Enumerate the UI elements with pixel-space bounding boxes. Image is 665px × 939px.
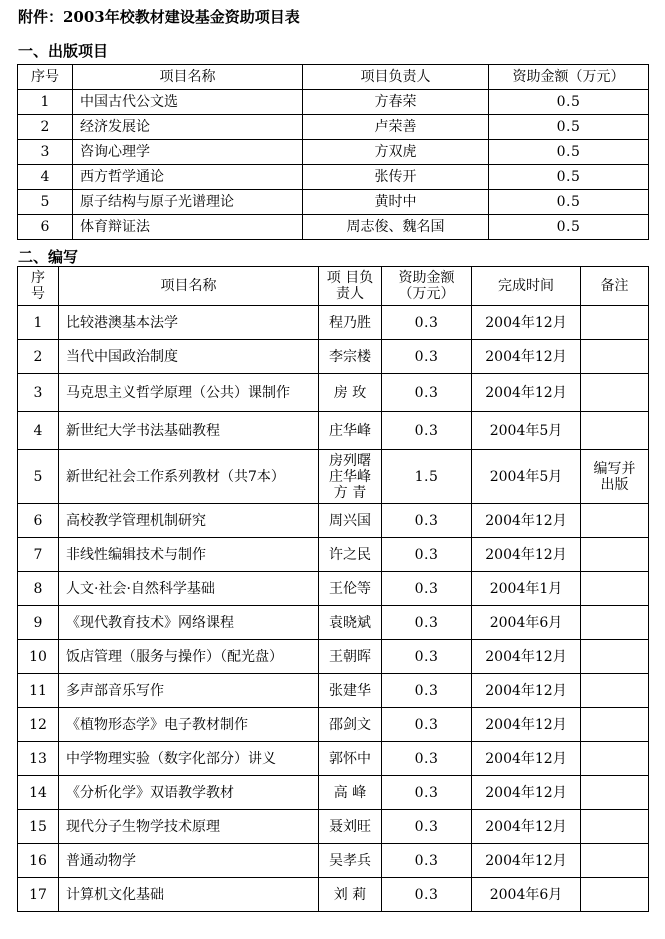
row-no: 16 xyxy=(18,844,59,878)
row-no: 2 xyxy=(18,340,59,374)
row-amount: 0.3 xyxy=(382,538,472,572)
header-lead: 项 目负责人 xyxy=(319,267,382,306)
row-amount: 0.3 xyxy=(382,708,472,742)
row-no: 6 xyxy=(18,504,59,538)
row-date: 2004年12月 xyxy=(472,538,581,572)
row-lead: 庄华峰 xyxy=(319,412,382,450)
row-name: 计算机文化基础 xyxy=(59,878,319,912)
table-header-row xyxy=(18,65,649,90)
row-note xyxy=(581,810,649,844)
row-amount: 0.3 xyxy=(382,306,472,340)
row-name: 原子结构与原子光谱理论 xyxy=(73,190,303,215)
header-name: 项目名称 xyxy=(59,267,319,306)
table-row xyxy=(18,215,649,240)
row-lead: 邵剑文 xyxy=(319,708,382,742)
table-row xyxy=(18,844,649,878)
row-no: 5 xyxy=(18,450,59,504)
table-row xyxy=(18,374,649,412)
table-row xyxy=(18,878,649,912)
row-date: 2004年6月 xyxy=(472,606,581,640)
row-date: 2004年6月 xyxy=(472,878,581,912)
row-lead: 王朝晖 xyxy=(319,640,382,674)
row-date: 2004年12月 xyxy=(472,674,581,708)
row-amount: 0.5 xyxy=(489,140,649,165)
row-note xyxy=(581,374,649,412)
section-heading-compile: 二、编写 xyxy=(18,248,79,266)
header-name: 项目名称 xyxy=(73,65,303,90)
table-row xyxy=(18,708,649,742)
row-note xyxy=(581,606,649,640)
row-lead: 黄时中 xyxy=(303,190,489,215)
row-no: 15 xyxy=(18,810,59,844)
header-no: 序号 xyxy=(18,267,59,306)
row-date: 2004年5月 xyxy=(472,412,581,450)
row-name: 中国古代公文选 xyxy=(73,90,303,115)
row-no: 9 xyxy=(18,606,59,640)
row-note xyxy=(581,878,649,912)
row-lead: 张传开 xyxy=(303,165,489,190)
row-no: 14 xyxy=(18,776,59,810)
row-amount: 0.3 xyxy=(382,374,472,412)
row-name: 当代中国政治制度 xyxy=(59,340,319,374)
row-date: 2004年12月 xyxy=(472,708,581,742)
row-amount: 0.5 xyxy=(489,190,649,215)
row-note xyxy=(581,340,649,374)
row-lead: 袁晓斌 xyxy=(319,606,382,640)
row-lead: 程乃胜 xyxy=(319,306,382,340)
row-amount: 0.3 xyxy=(382,504,472,538)
row-date: 2004年12月 xyxy=(472,776,581,810)
header-note: 备注 xyxy=(581,267,649,306)
row-name: 饭店管理（服务与操作）（配光盘） xyxy=(59,640,319,674)
row-note xyxy=(581,844,649,878)
row-date: 2004年12月 xyxy=(472,844,581,878)
table-row xyxy=(18,450,649,504)
row-note xyxy=(581,504,649,538)
row-no: 4 xyxy=(18,412,59,450)
row-date: 2004年12月 xyxy=(472,340,581,374)
section-heading-publication: 一、出版项目 xyxy=(18,42,109,60)
row-amount: 0.3 xyxy=(382,742,472,776)
table-row xyxy=(18,810,649,844)
row-name: 西方哲学通论 xyxy=(73,165,303,190)
table-row xyxy=(18,165,649,190)
row-lead: 张建华 xyxy=(319,674,382,708)
row-note xyxy=(581,708,649,742)
row-name: 多声部音乐写作 xyxy=(59,674,319,708)
row-lead: 方春荣 xyxy=(303,90,489,115)
row-date: 2004年12月 xyxy=(472,306,581,340)
row-name: 普通动物学 xyxy=(59,844,319,878)
row-lead: 许之民 xyxy=(319,538,382,572)
row-note xyxy=(581,412,649,450)
row-no: 1 xyxy=(18,306,59,340)
row-note: 编写并出版 xyxy=(581,450,649,504)
row-name: 人文·社会·自然科学基础 xyxy=(59,572,319,606)
row-lead: 刘 莉 xyxy=(319,878,382,912)
row-lead: 周兴国 xyxy=(319,504,382,538)
row-no: 7 xyxy=(18,538,59,572)
table-row xyxy=(18,190,649,215)
table-row xyxy=(18,340,649,374)
row-lead: 卢荣善 xyxy=(303,115,489,140)
row-name: 《分析化学》双语教学教材 xyxy=(59,776,319,810)
row-note xyxy=(581,306,649,340)
table-row xyxy=(18,776,649,810)
header-date: 完成时间 xyxy=(472,267,581,306)
row-amount: 0.3 xyxy=(382,878,472,912)
row-name: 非线性编辑技术与制作 xyxy=(59,538,319,572)
row-note xyxy=(581,640,649,674)
row-name: 中学物理实验（数字化部分）讲义 xyxy=(59,742,319,776)
table-row xyxy=(18,412,649,450)
table-row xyxy=(18,140,649,165)
row-no: 10 xyxy=(18,640,59,674)
table-row xyxy=(18,572,649,606)
row-note xyxy=(581,572,649,606)
row-name: 经济发展论 xyxy=(73,115,303,140)
table-row xyxy=(18,115,649,140)
table-row xyxy=(18,742,649,776)
table-header-row xyxy=(18,267,649,306)
row-lead: 高 峰 xyxy=(319,776,382,810)
row-no: 17 xyxy=(18,878,59,912)
row-amount: 0.5 xyxy=(489,165,649,190)
row-date: 2004年12月 xyxy=(472,374,581,412)
row-no: 3 xyxy=(18,374,59,412)
row-lead: 吴孝兵 xyxy=(319,844,382,878)
document-title: 附件：2003年校教材建设基金资助项目表 xyxy=(18,8,300,26)
row-name: 体育辩证法 xyxy=(73,215,303,240)
row-amount: 0.5 xyxy=(489,90,649,115)
row-no: 13 xyxy=(18,742,59,776)
row-note xyxy=(581,538,649,572)
row-date: 2004年12月 xyxy=(472,810,581,844)
row-lead: 方双虎 xyxy=(303,140,489,165)
row-amount: 0.5 xyxy=(489,115,649,140)
publication-table xyxy=(17,64,649,240)
row-no: 12 xyxy=(18,708,59,742)
row-name: 新世纪大学书法基础教程 xyxy=(59,412,319,450)
row-amount: 0.3 xyxy=(382,572,472,606)
row-amount: 0.3 xyxy=(382,340,472,374)
row-no: 2 xyxy=(18,115,73,140)
header-amount: 资助金额（万元） xyxy=(382,267,472,306)
row-no: 5 xyxy=(18,190,73,215)
row-amount: 0.3 xyxy=(382,412,472,450)
row-name: 高校教学管理机制研究 xyxy=(59,504,319,538)
header-no: 序号 xyxy=(18,65,73,90)
table-row xyxy=(18,504,649,538)
header-lead: 项目负责人 xyxy=(303,65,489,90)
row-lead: 房列曙 庄华峰 方 青 xyxy=(319,450,382,504)
row-lead: 王伦等 xyxy=(319,572,382,606)
row-note xyxy=(581,742,649,776)
row-lead: 聂刘旺 xyxy=(319,810,382,844)
row-name: 新世纪社会工作系列教材（共7本） xyxy=(59,450,319,504)
row-no: 6 xyxy=(18,215,73,240)
row-name: 马克思主义哲学原理（公共）课制作 xyxy=(59,374,319,412)
row-no: 1 xyxy=(18,90,73,115)
table-row xyxy=(18,306,649,340)
row-amount: 0.3 xyxy=(382,640,472,674)
row-no: 8 xyxy=(18,572,59,606)
row-amount: 0.3 xyxy=(382,776,472,810)
row-amount: 0.3 xyxy=(382,844,472,878)
row-lead: 李宗楼 xyxy=(319,340,382,374)
table-row xyxy=(18,640,649,674)
table-row xyxy=(18,538,649,572)
row-name: 《植物形态学》电子教材制作 xyxy=(59,708,319,742)
row-no: 11 xyxy=(18,674,59,708)
row-amount: 0.3 xyxy=(382,674,472,708)
row-lead: 周志俊、魏名国 xyxy=(303,215,489,240)
row-name: 《现代教育技术》网络课程 xyxy=(59,606,319,640)
row-amount: 0.5 xyxy=(489,215,649,240)
header-amount: 资助金额（万元） xyxy=(489,65,649,90)
row-note xyxy=(581,776,649,810)
table-row xyxy=(18,90,649,115)
row-date: 2004年5月 xyxy=(472,450,581,504)
row-amount: 0.3 xyxy=(382,810,472,844)
row-date: 2004年12月 xyxy=(472,742,581,776)
table-row xyxy=(18,674,649,708)
row-name: 现代分子生物学技术原理 xyxy=(59,810,319,844)
row-lead: 郭怀中 xyxy=(319,742,382,776)
row-date: 2004年12月 xyxy=(472,640,581,674)
row-name: 比较港澳基本法学 xyxy=(59,306,319,340)
row-date: 2004年12月 xyxy=(472,504,581,538)
row-amount: 0.3 xyxy=(382,606,472,640)
row-note xyxy=(581,674,649,708)
row-name: 咨询心理学 xyxy=(73,140,303,165)
table-row xyxy=(18,606,649,640)
row-amount: 1.5 xyxy=(382,450,472,504)
compile-table xyxy=(17,266,649,912)
row-lead: 房 玫 xyxy=(319,374,382,412)
row-no: 3 xyxy=(18,140,73,165)
row-no: 4 xyxy=(18,165,73,190)
row-date: 2004年1月 xyxy=(472,572,581,606)
